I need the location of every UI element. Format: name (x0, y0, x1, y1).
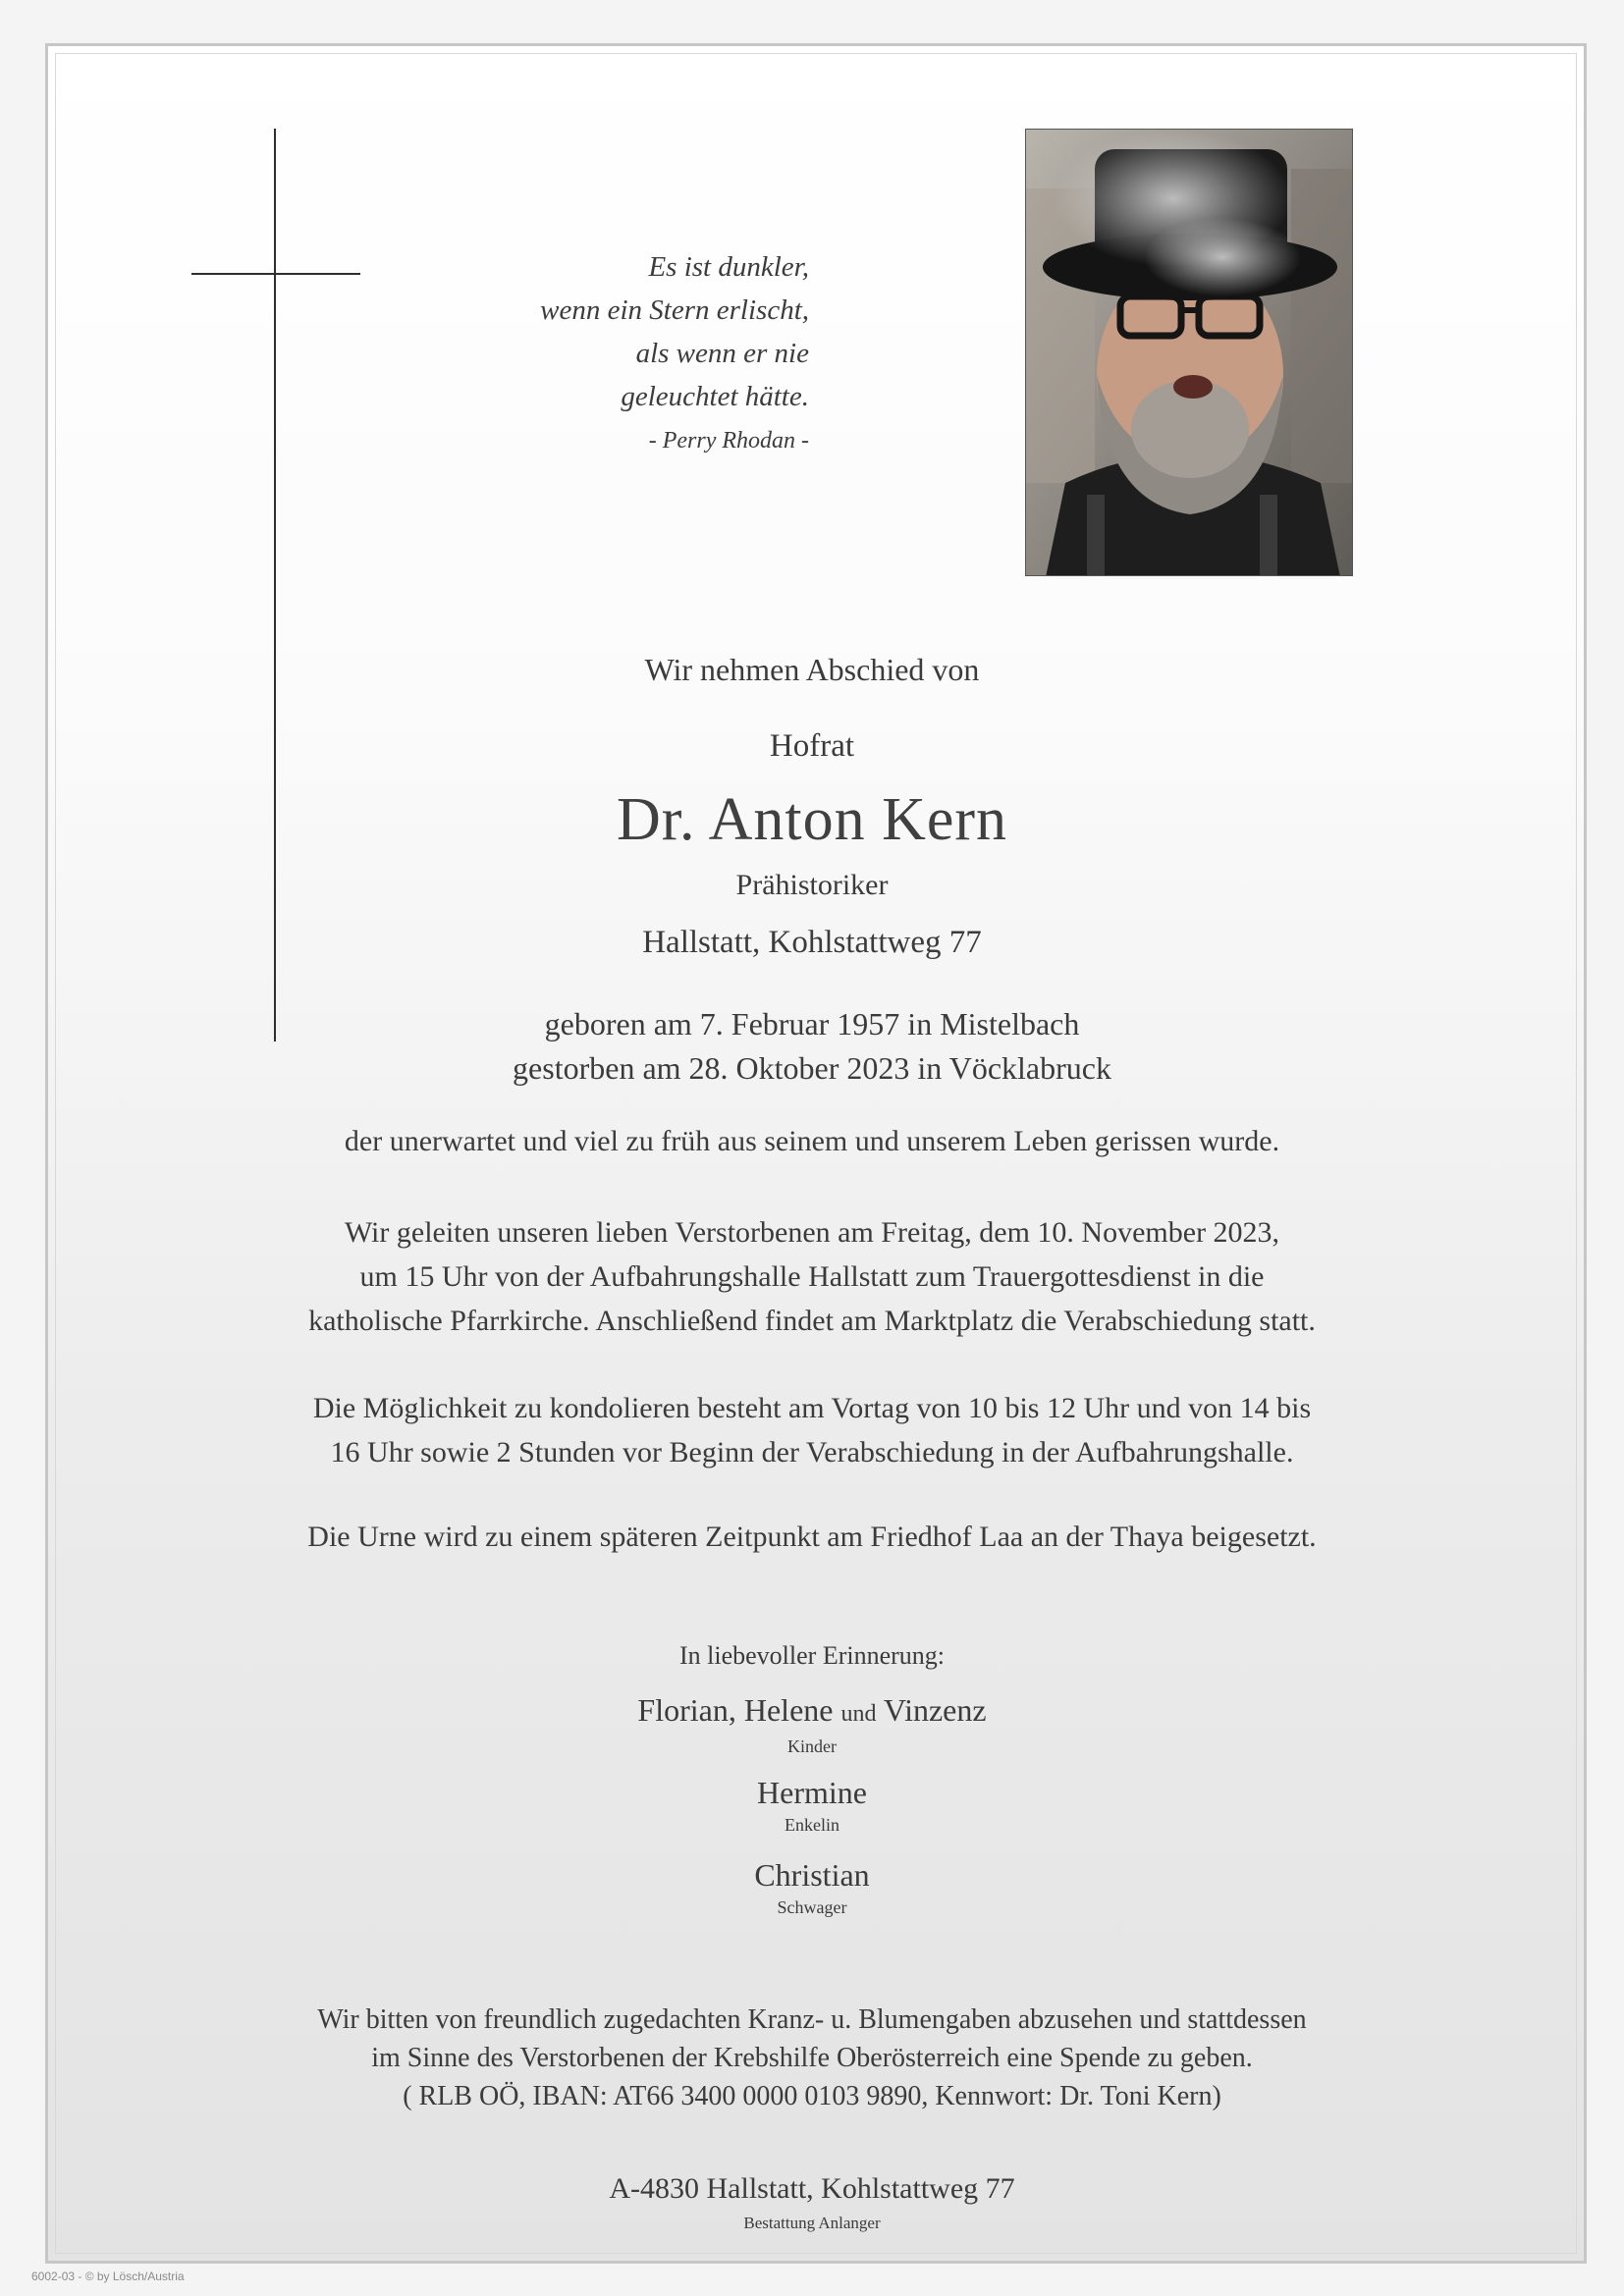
quote-line: geleuchtet hätte. (621, 381, 809, 412)
honorific-title: Hofrat (769, 728, 855, 764)
paragraph-line: Die Möglichkeit zu kondolieren besteht am Vortag von 10 bis 12 Uhr und von 14 bis (312, 1392, 1312, 1424)
portrait-photo-icon (1026, 130, 1353, 576)
quote-line: als wenn er nie (635, 338, 809, 369)
funeral-paragraph (226, 1210, 1398, 1343)
mourner-relation: Kinder (787, 1736, 837, 1756)
mourner-name: Hermine (757, 1775, 867, 1810)
mourner-granddaughter (226, 1773, 1398, 1836)
mourner-relation: Schwager (777, 1897, 847, 1917)
cross-horizontal-bar (191, 273, 360, 275)
quote-line: Es ist dunkler, (648, 251, 809, 283)
mourner-name-a: Florian, Helene (637, 1692, 834, 1728)
memory-heading: In liebevoller Erinnerung: (678, 1641, 946, 1670)
mourner-conjunction: und (840, 1701, 877, 1727)
quote-line: wenn ein Stern erlischt, (540, 294, 809, 326)
mourner-name: Christian (754, 1857, 870, 1893)
quote (416, 245, 809, 463)
paragraph-line: katholische Pfarrkirche. Anschließend findet am Marktplatz die Verabschiedung statt. (308, 1305, 1316, 1337)
footer-address: A-4830 Hallstatt, Kohlstattweg 77 (609, 2172, 1015, 2205)
print-code: 6002-03 - © by Lösch/Austria (31, 2269, 185, 2283)
address: Hallstatt, Kohlstattweg 77 (642, 925, 982, 960)
subtitle-text: der unerwartet und viel zu früh aus seinem und unserem Leben gerissen wurde. (344, 1125, 1280, 1157)
paragraph-line: Wir geleiten unseren lieben Verstorbenen am Freitag, dem 10. November 2023, (344, 1216, 1280, 1249)
farewell-intro: Wir nehmen Abschied von (644, 652, 980, 687)
mourner-children (226, 1690, 1398, 1757)
paragraph-line: 16 Uhr sowie 2 Stunden vor Beginn der Verabschiedung in der Aufbahrungshalle. (330, 1436, 1294, 1468)
request-line: ( RLB OÖ, IBAN: AT66 3400 0000 0103 9890, Kennwort: Dr. Toni Kern) (403, 2081, 1221, 2111)
funeral-home: Bestattung Anlanger (743, 2214, 881, 2232)
deceased-name: Dr. Anton Kern (616, 786, 1008, 853)
death-date: gestorben am 28. Oktober 2023 in Vöcklabruck (513, 1050, 1111, 1086)
condolence-paragraph (226, 1386, 1398, 1474)
profession: Prähistoriker (735, 869, 889, 901)
mourner-name-b: Vinzenz (883, 1692, 987, 1728)
request-line: im Sinne des Verstorbenen der Krebshilfe Oberösterreich eine Spende zu geben. (371, 2043, 1253, 2073)
urn-paragraph: Die Urne wird zu einem späteren Zeitpunkt am Friedhof Laa an der Thaya beigesetzt. (307, 1521, 1317, 1553)
donation-request (226, 2001, 1398, 2115)
birth-date: geboren am 7. Februar 1957 in Mistelbach (544, 1006, 1080, 1041)
life-dates (226, 1002, 1398, 1091)
paragraph-line: um 15 Uhr von der Aufbahrungshalle Hallstatt zum Trauergottesdienst in die (359, 1260, 1265, 1293)
mourner-brother-in-law (226, 1855, 1398, 1918)
portrait-photo (1025, 129, 1353, 576)
request-line: Wir bitten von freundlich zugedachten Kranz- u. Blumengaben abzusehen und stattdessen (317, 2004, 1307, 2035)
mourner-name (226, 1690, 1398, 1734)
mourner-relation: Enkelin (785, 1815, 839, 1835)
cross-vertical-bar (274, 129, 276, 1041)
quote-author: - Perry Rhodan - (648, 428, 809, 454)
